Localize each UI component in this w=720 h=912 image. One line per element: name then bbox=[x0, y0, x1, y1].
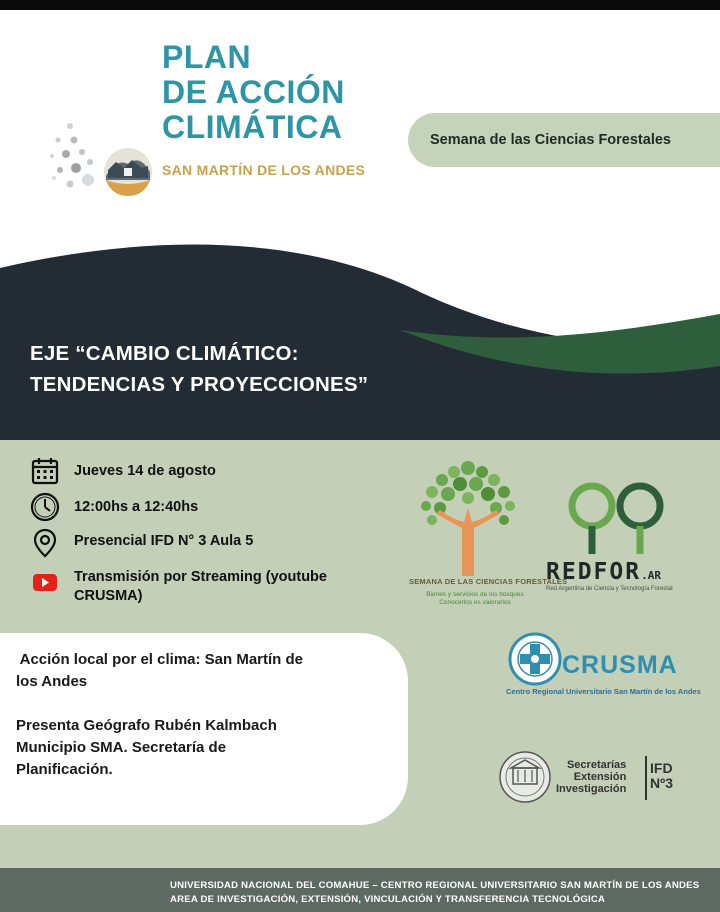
redfor-suffix: .AR bbox=[641, 569, 661, 582]
presenter-line: Planificación. bbox=[16, 761, 113, 778]
ifd-line: Nº3 bbox=[650, 775, 674, 791]
redfor-subtitle: Red Argentina de Ciencia y Tecnología Forestal bbox=[546, 586, 673, 592]
time-row bbox=[30, 492, 198, 522]
secretarias-text bbox=[556, 759, 626, 795]
plan-title-line: CLIMÁTICA bbox=[162, 109, 343, 145]
redfor-wordmark bbox=[546, 559, 661, 585]
presenter-line: Municipio SMA. Secretaría de bbox=[16, 739, 227, 756]
event-streaming bbox=[74, 568, 327, 606]
top-bar bbox=[0, 0, 720, 10]
location-row bbox=[30, 528, 253, 558]
talk-title bbox=[16, 649, 303, 693]
semana-logo-tagline bbox=[409, 591, 541, 607]
footer-line: AREA DE INVESTIGACIÓN, EXTENSIÓN, VINCULACIÓN Y TRANSFERENCIA TECNOLÓGICA bbox=[170, 894, 606, 905]
date-row bbox=[30, 456, 216, 486]
streaming-row bbox=[30, 566, 327, 606]
redfor-name: REDFOR bbox=[546, 559, 642, 585]
ifd-text bbox=[650, 761, 673, 791]
secretarias-line: Secretarías bbox=[566, 759, 627, 771]
youtube-icon bbox=[30, 566, 60, 596]
plan-title-line: PLAN bbox=[162, 39, 252, 75]
crusma-subtitle: Centro Regional Universitario San Martín de los Andes bbox=[506, 687, 701, 696]
streaming-line: CRUSMA) bbox=[74, 588, 143, 604]
plan-title bbox=[162, 40, 345, 145]
event-time: 12:00hs a 12:40hs bbox=[74, 499, 199, 515]
secretarias-line: Investigación bbox=[556, 783, 627, 795]
crusma-wordmark: CRUSMA bbox=[562, 651, 678, 679]
event-date: Jueves 14 de agosto bbox=[74, 463, 216, 479]
ifd-line: IFD bbox=[650, 760, 673, 776]
footer-line: UNIVERSIDAD NACIONAL DEL COMAHUE – CENTRO REGIONAL UNIVERSITARIO SAN MARTÍN DE LOS ANDES bbox=[170, 880, 700, 891]
dark-wave-band bbox=[0, 230, 720, 440]
crusma-seal bbox=[508, 632, 562, 686]
calendar-icon bbox=[30, 456, 60, 486]
event-pill: Semana de las Ciencias Forestales bbox=[408, 113, 720, 167]
tree-hands-logo bbox=[414, 458, 522, 576]
ifd-divider bbox=[645, 756, 647, 800]
plan-logo-graphic bbox=[44, 118, 156, 200]
talk-title-line: Acción local por el clima: San Martín de bbox=[16, 651, 304, 668]
redfor-logo bbox=[566, 478, 666, 560]
semana-logo-title: SEMANA DE LAS CIENCIAS FORESTALES bbox=[409, 577, 568, 586]
secretarias-line: Extensión bbox=[573, 771, 627, 783]
talk-title-line: los Andes bbox=[16, 673, 88, 690]
plan-subtitle: SAN MARTÍN DE LOS ANDES bbox=[162, 162, 366, 178]
axis-title bbox=[30, 338, 368, 400]
semana-tagline-line: Conocerlos es valorarlos bbox=[439, 599, 511, 606]
axis-title-line: EJE “CAMBIO CLIMÁTICO: bbox=[30, 342, 299, 365]
location-pin-icon bbox=[30, 528, 60, 558]
axis-title-line: TENDENCIAS Y PROYECCIONES” bbox=[30, 373, 369, 396]
footer-text bbox=[170, 879, 699, 907]
presenter-line: Presenta Geógrafo Rubén Kalmbach bbox=[16, 717, 277, 734]
clock-icon bbox=[30, 492, 60, 522]
event-location: Presencial IFD N° 3 Aula 5 bbox=[74, 533, 254, 549]
streaming-line: Transmisión por Streaming (youtube bbox=[74, 569, 327, 585]
ifd-seal bbox=[498, 750, 552, 804]
plan-title-line: DE ACCIÓN bbox=[162, 74, 345, 110]
semana-tagline-line: Bienes y servicios de los bosques bbox=[426, 591, 524, 598]
talk-presenter bbox=[16, 715, 277, 781]
